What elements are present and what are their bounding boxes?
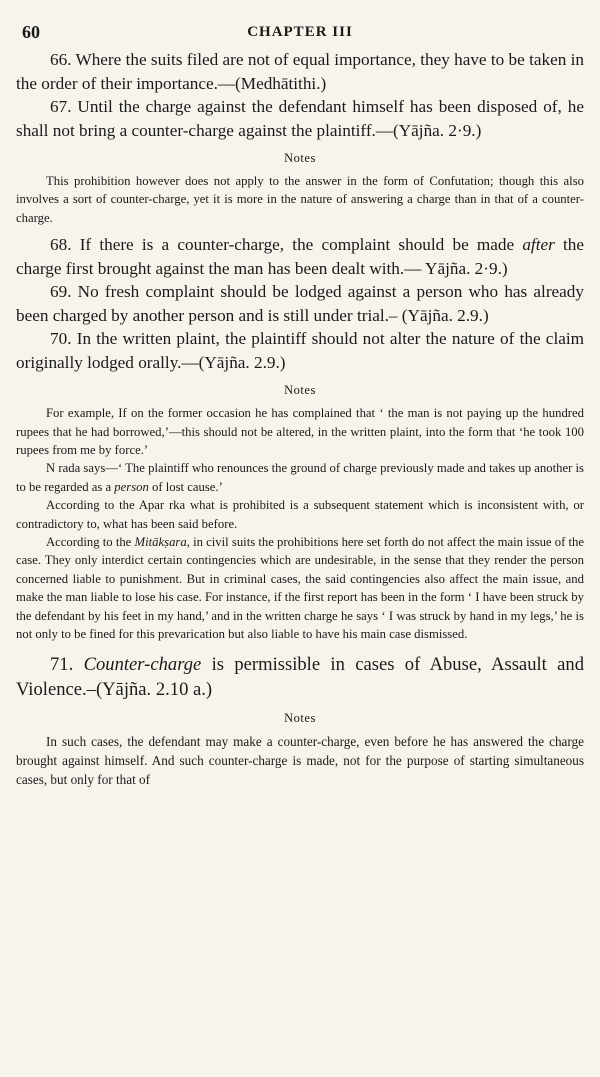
verse-66: 66. Where the suits filed are not of equal importance, they have to be taken in the order of their importance.—(Medhātithi.): [16, 50, 584, 93]
page-header: [16, 18, 584, 48]
chapter-title: CHAPTER III: [247, 24, 353, 40]
note-paragraph: According to the Mitākṣara, in civil suits the prohibitions here set forth do not affect the main issue of the case. They only interdict certain contingencies which are undesirable, in the sense that they render the person concerned liable to punishment. But in criminal cases, the said contingencies also affect the main issue, and make the man liable to lose his case. For instance, if the first report has been in the form ‘ I have been struck by the defendant by his feet in my hand,’ and in the written charge he says ‘ I was struck by hand in my legs,’ he is not only to be fined for this prevarication but also liable to have his main case dismissed.: [16, 535, 585, 642]
note-paragraph: This prohibition however does not apply to the answer in the form of Confutation; though this also involves a sort of counter-charge, yet it is more in the nature of answering a charge than in that of a counter-charge.: [16, 174, 584, 225]
note-paragraph: In such cases, the defendant may make a counter-charge, even before he has answered the charge brought against himself. And such counter-charge is made, not for the purpose of starting simultaneous cases, but only for that of: [16, 733, 584, 787]
verse-71: 71. Counter-charge is permissible in cases of Abuse, Assault and Violence.–(Yājña. 2.10 a.): [16, 653, 584, 700]
verse-69: 69. No fresh complaint should be lodged against a person who has already been charged by another person and is still under trial.– (Yājña. 2.9.): [16, 282, 584, 325]
verse-70: 70. In the written plaint, the plaintiff should not alter the nature of the claim originally lodged orally.—(Yājña. 2.9.): [16, 329, 584, 372]
notes-heading: Notes: [284, 710, 316, 725]
notes-heading: Notes: [284, 383, 316, 398]
notes-heading: Notes: [284, 151, 316, 165]
note-paragraph: According to the Apar rka what is prohibited is a subsequent statement which is inconsistent with, or contradictory to, what has been said before.: [16, 498, 584, 531]
note-paragraph: N rada says—‘ The plaintiff who renounces the ground of charge previously made and takes up another is to be regarded as a person of lost cause.’: [16, 461, 584, 494]
verse-67: 67. Until the charge against the defendant himself has been disposed of, he shall not bring a counter-charge against the plaintiff.—(Yājña. 2·9.): [16, 97, 584, 140]
note-paragraph: For example, If on the former occasion he has complained that ‘ the man is not paying up the hundred rupees that he had borrowed,’—this should not be altered, in the written plaint, into the form that ‘he took 100 rupees from me by force.’: [16, 406, 584, 458]
verse-68: 68. If there is a counter-charge, the complaint should be made after the charge first brought against the man has been dealt with.— Yājña. 2·9.): [16, 235, 584, 278]
page-number: 60: [22, 22, 40, 42]
